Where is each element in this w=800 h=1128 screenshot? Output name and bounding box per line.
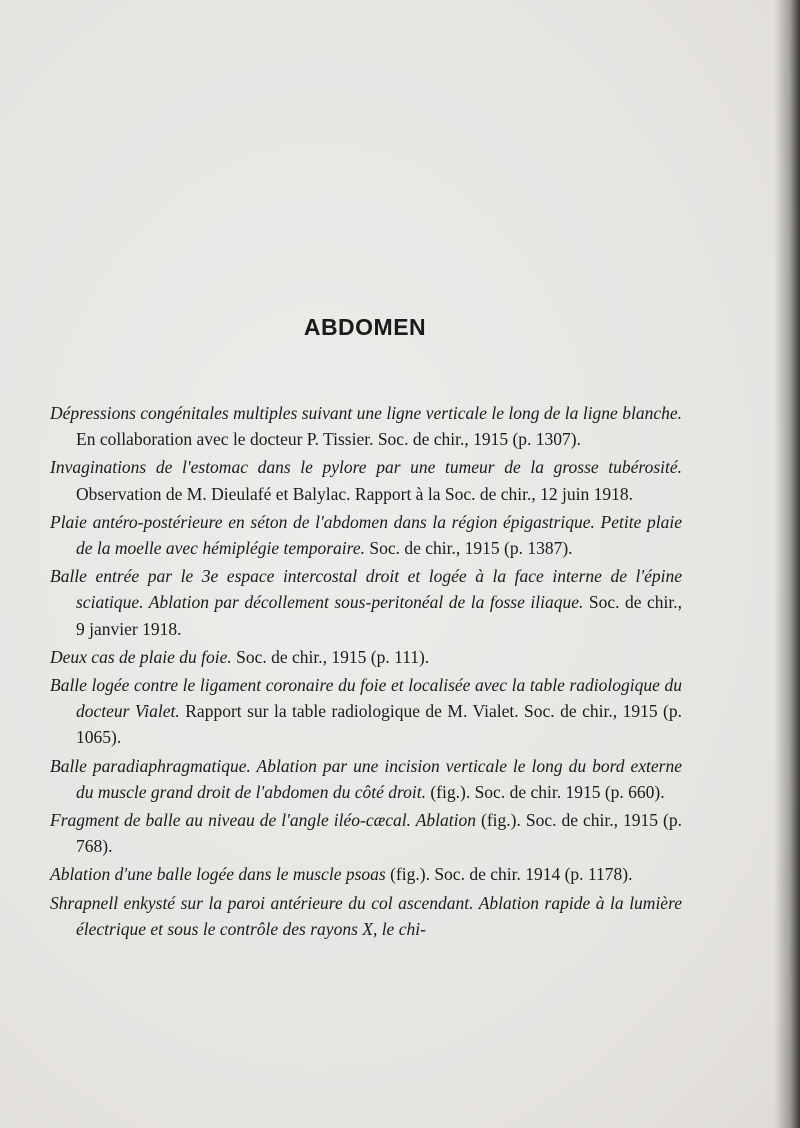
bibliography-entry [50, 861, 682, 887]
page-edge-shadow [774, 0, 800, 1128]
bibliography-entry [50, 644, 682, 670]
entry-title: Deux cas de plaie du foie. [50, 646, 232, 667]
bibliography-entry [50, 509, 682, 561]
entry-citation: (fig.). Soc. de chir. 1914 (p. 1178). [385, 864, 633, 885]
entry-citation: Soc. de chir., 1915 (p. 1387). [364, 538, 573, 559]
entry-citation: Soc. de chir., 9 janvier 1918. [76, 592, 682, 639]
section-heading: ABDOMEN [303, 314, 427, 340]
bibliography-entry [50, 454, 682, 506]
entry-citation: Rapport sur la table radiologique de M. Vialet. Soc. de chir., 1915 (p. 1065). [76, 701, 682, 748]
bibliography-list [50, 400, 682, 944]
entry-title: Balle paradiaphragmatique. Ablation par une incision verticale le long du bord externe du muscle grand droit de l'abdomen du côté droit. [50, 755, 682, 802]
bibliography-entry [50, 753, 682, 805]
entry-citation: (fig.). Soc. de chir., 1915 (p. 768). [76, 810, 682, 857]
entry-title: Balle entrée par le 3e espace intercostal droit et logée à la face interne de l'épine sciatique. Ablation par décollement sous-peritonéal de la fosse iliaque. [50, 566, 682, 613]
bibliography-entry [50, 807, 682, 859]
entry-citation: En collaboration avec le docteur P. Tissier. Soc. de chir., 1915 (p. 1307). [76, 429, 581, 450]
entry-citation: Soc. de chir., 1915 (p. 111). [231, 646, 430, 667]
entry-title: Plaie antéro-postérieure en séton de l'abdomen dans la région épigastrique. Petite plaie de la moelle avec hémiplégie temporaire. [50, 511, 682, 559]
bibliography-entry [50, 400, 682, 452]
entry-citation: Observation de M. Dieulafé et Balylac. Rapport à la Soc. de chir., 12 juin 1918. [76, 483, 633, 504]
bibliography-entry [50, 672, 682, 751]
entry-title: Shrapnell enkysté sur la paroi antérieure du col ascendant. Ablation rapide à la lumière électrique et sous le contrôle des rayons X, le chi- [50, 892, 682, 939]
entry-title: Dépressions congénitales multiples suivant une ligne verticale le long de la ligne blanche. [50, 403, 682, 423]
entry-title: Invaginations de l'estomac dans le pylore par une tumeur de la grosse tubérosité. [50, 457, 682, 478]
entry-title: Ablation d'une balle logée dans le muscle psoas [50, 864, 386, 885]
bibliography-entry [50, 890, 682, 942]
bibliography-entry [50, 563, 682, 642]
entry-citation: (fig.). Soc. de chir. 1915 (p. 660). [425, 781, 665, 802]
entry-title: Balle logée contre le ligament coronaire du foie et localisée avec la table radiologique du docteur Vialet. [50, 675, 682, 722]
entry-title: Fragment de balle au niveau de l'angle iléo-cæcal. Ablation [50, 810, 476, 831]
